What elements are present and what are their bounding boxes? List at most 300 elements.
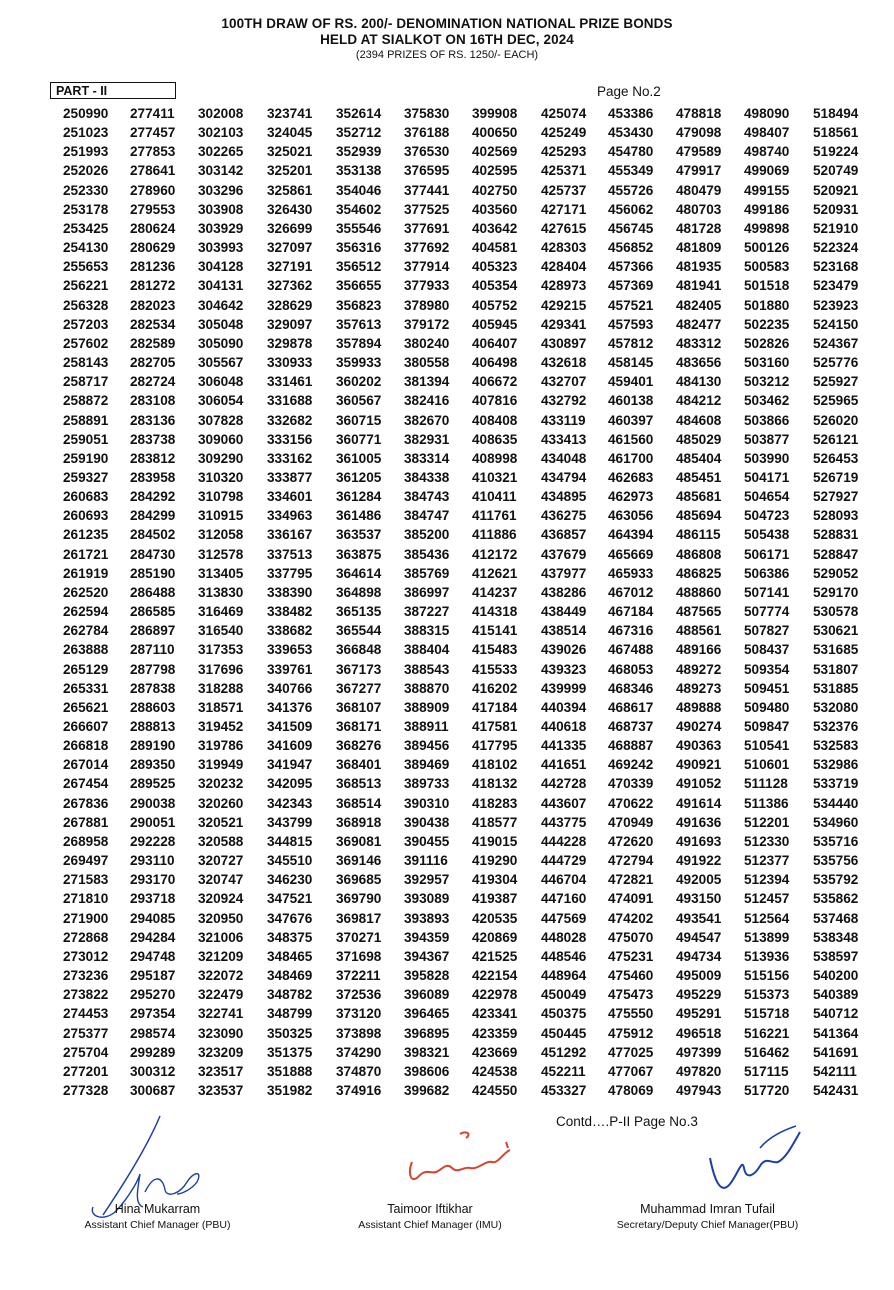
prize-bond-number: 331688 — [267, 393, 313, 409]
prize-bond-number: 289190 — [130, 738, 176, 754]
signatory-1-title: Assistant Chief Manager (PBU) — [84, 1219, 231, 1231]
prize-bond-number: 373120 — [336, 1006, 382, 1022]
prize-bond-number: 439323 — [541, 661, 587, 677]
table-row — [0, 815, 894, 834]
table-row — [0, 508, 894, 527]
prize-bond-number: 472794 — [608, 853, 654, 869]
prize-bond-number: 528831 — [813, 527, 859, 543]
prize-bond-number: 356823 — [336, 297, 382, 313]
prize-bond-number: 396895 — [404, 1025, 450, 1041]
prize-bond-number: 268958 — [63, 833, 109, 849]
prize-bond-number: 475070 — [608, 929, 654, 945]
prize-bond-number: 499069 — [744, 163, 790, 179]
prize-bond-number: 277201 — [63, 1063, 109, 1079]
prize-bond-number: 497399 — [676, 1044, 722, 1060]
table-row — [0, 183, 894, 202]
prize-bond-number: 510601 — [744, 757, 790, 773]
prize-bond-number: 434895 — [541, 489, 587, 505]
prize-bond-number: 339653 — [267, 642, 313, 658]
prize-bond-number: 437977 — [541, 565, 587, 581]
prize-bond-number: 261235 — [63, 527, 109, 543]
prize-bond-number: 422978 — [472, 987, 518, 1003]
table-row — [0, 298, 894, 317]
prize-bond-number: 287798 — [130, 661, 176, 677]
prize-bond-number: 502826 — [744, 335, 790, 351]
prize-bond-number: 303993 — [198, 240, 244, 256]
table-row — [0, 336, 894, 355]
prize-bond-number: 325201 — [267, 163, 313, 179]
prize-bond-number: 320950 — [198, 910, 244, 926]
prize-bond-number: 457812 — [608, 335, 654, 351]
prize-bond-number: 377525 — [404, 201, 450, 217]
prize-bond-number: 482477 — [676, 316, 722, 332]
table-row — [0, 202, 894, 221]
prize-bond-number: 425249 — [541, 125, 587, 141]
prize-bond-number: 384747 — [404, 508, 450, 524]
prize-bond-number: 456745 — [608, 220, 654, 236]
prize-bond-number: 304128 — [198, 259, 244, 275]
prize-bond-number: 405323 — [472, 259, 518, 275]
table-row — [0, 719, 894, 738]
prize-number-table — [0, 106, 894, 1102]
prize-bond-number: 442728 — [541, 776, 587, 792]
prize-bond-number: 319452 — [198, 719, 244, 734]
signature-3-image — [700, 1118, 820, 1203]
prize-bond-number: 428973 — [541, 278, 587, 294]
prize-bond-number: 250990 — [63, 106, 109, 121]
table-row — [0, 1026, 894, 1045]
prize-bond-number: 398606 — [404, 1063, 450, 1079]
prize-bond-number: 479589 — [676, 144, 722, 160]
table-row — [0, 796, 894, 815]
prize-bond-number: 288603 — [130, 699, 176, 715]
prize-bond-number: 418577 — [472, 814, 518, 830]
table-row — [0, 240, 894, 259]
prize-bond-number: 487565 — [676, 604, 722, 620]
prize-bond-number: 468617 — [608, 699, 654, 715]
prize-bond-number: 485404 — [676, 450, 722, 466]
prize-bond-number: 406672 — [472, 374, 518, 390]
prize-bond-number: 434794 — [541, 469, 587, 485]
prize-bond-number: 498407 — [744, 125, 790, 141]
prize-bond-number: 369146 — [336, 853, 382, 869]
prize-bond-number: 329878 — [267, 335, 313, 351]
prize-bond-number: 371698 — [336, 948, 382, 964]
prize-bond-number: 306054 — [198, 393, 244, 409]
prize-bond-number: 340766 — [267, 680, 313, 696]
prize-bond-number: 372211 — [336, 968, 381, 984]
prize-bond-number: 429215 — [541, 297, 587, 313]
prize-bond-number: 323741 — [267, 106, 313, 121]
prize-bond-number: 522324 — [813, 240, 859, 256]
prize-bond-number: 517720 — [744, 1082, 790, 1098]
prize-bond-number: 437679 — [541, 546, 587, 562]
prize-bond-number: 361205 — [336, 469, 382, 485]
prize-bond-number: 511128 — [744, 776, 788, 792]
table-row — [0, 930, 894, 949]
prize-bond-number: 265621 — [63, 699, 109, 715]
table-row — [0, 891, 894, 910]
prize-bond-number: 526719 — [813, 469, 859, 485]
prize-bond-number: 369817 — [336, 910, 382, 926]
prize-bond-number: 493541 — [676, 910, 722, 926]
prize-bond-number: 297354 — [130, 1006, 176, 1022]
prize-bond-number: 252330 — [63, 182, 109, 198]
prize-bond-number: 408635 — [472, 431, 518, 447]
prize-bond-number: 345510 — [267, 853, 313, 869]
prize-bond-number: 319786 — [198, 738, 244, 754]
prize-bond-number: 391116 — [404, 853, 448, 869]
prize-bond-number: 364614 — [336, 565, 382, 581]
prize-bond-number: 304642 — [198, 297, 244, 313]
prize-bond-number: 529052 — [813, 565, 859, 581]
signatory-1 — [45, 1200, 270, 1233]
prize-bond-number: 378980 — [404, 297, 450, 313]
prize-bond-number: 265129 — [63, 661, 109, 677]
prize-bond-number: 507827 — [744, 623, 790, 639]
prize-bond-number: 381394 — [404, 374, 450, 390]
prize-bond-number: 259051 — [63, 431, 109, 447]
prize-bond-number: 485451 — [676, 469, 722, 485]
prize-bond-number: 396465 — [404, 1006, 450, 1022]
prize-bond-number: 542111 — [813, 1063, 857, 1079]
table-row — [0, 834, 894, 853]
table-row — [0, 642, 894, 661]
continued-note: Contd….P-II Page No.3 — [556, 1114, 698, 1129]
prize-bond-number: 367173 — [336, 661, 382, 677]
prize-bond-number: 343799 — [267, 814, 313, 830]
prize-bond-number: 509354 — [744, 661, 790, 677]
prize-bond-number: 320727 — [198, 853, 244, 869]
prize-bond-number: 364898 — [336, 584, 382, 600]
prize-bond-number: 448546 — [541, 948, 587, 964]
prize-bond-number: 389733 — [404, 776, 450, 792]
prize-bond-number: 366848 — [336, 642, 382, 658]
prize-bond-number: 460138 — [608, 393, 654, 409]
prize-bond-number: 515718 — [744, 1006, 790, 1022]
prize-bond-number: 540389 — [813, 987, 859, 1003]
prize-bond-number: 515156 — [744, 968, 790, 984]
prize-bond-number: 517115 — [744, 1063, 789, 1079]
prize-bond-number: 495291 — [676, 1006, 722, 1022]
prize-bond-number: 277853 — [130, 144, 176, 160]
prize-bond-number: 447160 — [541, 891, 587, 907]
prize-bond-number: 288813 — [130, 719, 176, 734]
document-header — [0, 16, 894, 62]
prize-bond-number: 403560 — [472, 201, 518, 217]
prize-bond-number: 376188 — [404, 125, 450, 141]
prize-bond-number: 488561 — [676, 623, 722, 639]
prize-bond-number: 310320 — [198, 469, 244, 485]
prize-bond-number: 406407 — [472, 335, 518, 351]
prize-bond-number: 481728 — [676, 220, 722, 236]
prize-bond-number: 277457 — [130, 125, 176, 141]
prize-bond-number: 252026 — [63, 163, 109, 179]
prize-bond-number: 271583 — [63, 872, 109, 888]
prize-bond-number: 318288 — [198, 680, 244, 696]
prize-bond-number: 283738 — [130, 431, 176, 447]
prize-bond-number: 281272 — [130, 278, 176, 294]
prize-bond-number: 332682 — [267, 412, 313, 428]
table-row — [0, 987, 894, 1006]
prize-bond-number: 257602 — [63, 335, 109, 351]
prize-bond-number: 383314 — [404, 450, 450, 466]
signatory-1-name: Hina Mukarram — [114, 1202, 201, 1216]
prize-bond-number: 286897 — [130, 623, 176, 639]
prize-bond-number: 425737 — [541, 182, 587, 198]
prize-bond-number: 323517 — [198, 1063, 244, 1079]
prize-bond-number: 475231 — [608, 948, 654, 964]
prize-bond-number: 490363 — [676, 738, 722, 754]
prize-bond-number: 429341 — [541, 316, 587, 332]
prize-bond-number: 457593 — [608, 316, 654, 332]
prize-bond-number: 533719 — [813, 776, 859, 792]
prize-bond-number: 395828 — [404, 968, 450, 984]
table-row — [0, 700, 894, 719]
prize-bond-number: 411761 — [472, 508, 517, 524]
prize-bond-number: 532583 — [813, 738, 859, 754]
prize-bond-number: 262784 — [63, 623, 109, 639]
prize-bond-number: 330933 — [267, 355, 313, 371]
prize-bond-number: 520749 — [813, 163, 859, 179]
prize-bond-number: 436857 — [541, 527, 587, 543]
prize-bond-number: 284292 — [130, 489, 176, 505]
prize-bond-number: 379172 — [404, 316, 450, 332]
prize-bond-number: 324045 — [267, 125, 313, 141]
prize-bond-number: 321209 — [198, 948, 244, 964]
prize-bond-number: 443775 — [541, 814, 587, 830]
prize-bond-number: 450049 — [541, 987, 587, 1003]
prize-bond-number: 512330 — [744, 833, 790, 849]
prize-bond-number: 380240 — [404, 335, 450, 351]
table-row — [0, 125, 894, 144]
prize-bond-number: 433119 — [541, 412, 586, 428]
prize-bond-number: 475550 — [608, 1006, 654, 1022]
prize-bond-number: 418132 — [472, 776, 518, 792]
prize-bond-number: 319949 — [198, 757, 244, 773]
prize-bond-number: 402750 — [472, 182, 518, 198]
prize-bond-number: 294284 — [130, 929, 176, 945]
prize-bond-number: 509847 — [744, 719, 790, 734]
table-row — [0, 681, 894, 700]
table-row — [0, 374, 894, 393]
prize-bond-number: 432618 — [541, 355, 587, 371]
prize-bond-number: 282589 — [130, 335, 176, 351]
prize-bond-number: 459401 — [608, 374, 654, 390]
prize-bond-number: 450445 — [541, 1025, 587, 1041]
prize-bond-number: 486808 — [676, 546, 722, 562]
prize-bond-number: 407816 — [472, 393, 518, 409]
prize-bond-number: 302008 — [198, 106, 244, 121]
prize-bond-number: 503866 — [744, 412, 790, 428]
prize-bond-number: 428404 — [541, 259, 587, 275]
prize-bond-number: 541364 — [813, 1025, 859, 1041]
prize-bond-number: 479917 — [676, 163, 722, 179]
prize-bond-number: 508437 — [744, 642, 790, 658]
prize-bond-number: 439026 — [541, 642, 587, 658]
prize-bond-number: 260693 — [63, 508, 109, 524]
prize-bond-number: 326430 — [267, 201, 313, 217]
prize-bond-number: 386997 — [404, 584, 450, 600]
prize-bond-number: 267014 — [63, 757, 109, 773]
prize-bond-number: 477067 — [608, 1063, 654, 1079]
prize-bond-number: 377691 — [404, 220, 450, 236]
prize-bond-number: 278641 — [130, 163, 176, 179]
prize-bond-number: 259327 — [63, 469, 109, 485]
prize-bond-number: 361486 — [336, 508, 382, 524]
prize-bond-number: 269497 — [63, 853, 109, 869]
prize-bond-number: 527927 — [813, 489, 859, 505]
prize-bond-number: 361284 — [336, 489, 382, 505]
prize-bond-number: 348375 — [267, 929, 313, 945]
prize-bond-number: 257203 — [63, 316, 109, 332]
prize-bond-number: 295270 — [130, 987, 176, 1003]
prize-bond-number: 537468 — [813, 910, 859, 926]
prize-bond-number: 280624 — [130, 220, 176, 236]
prize-bond-number: 447569 — [541, 910, 587, 926]
prize-bond-number: 396089 — [404, 987, 450, 1003]
prize-bond-number: 531685 — [813, 642, 859, 658]
prize-bond-number: 393089 — [404, 891, 450, 907]
prize-bond-number: 325861 — [267, 182, 313, 198]
prize-bond-number: 292228 — [130, 833, 176, 849]
prize-bond-number: 283136 — [130, 412, 176, 428]
prize-bond-number: 294748 — [130, 948, 176, 964]
prize-bond-number: 331461 — [267, 374, 313, 390]
prize-bond-number: 384743 — [404, 489, 450, 505]
prize-bond-number: 348782 — [267, 987, 313, 1003]
prize-bond-number: 503462 — [744, 393, 790, 409]
prize-bond-number: 538597 — [813, 948, 859, 964]
prize-bond-number: 412621 — [472, 565, 518, 581]
prize-bond-number: 468346 — [608, 680, 654, 696]
prize-bond-number: 363875 — [336, 546, 382, 562]
prize-bond-number: 286488 — [130, 584, 176, 600]
prize-bond-number: 258872 — [63, 393, 109, 409]
prize-bond-number: 303908 — [198, 201, 244, 217]
prize-bond-number: 282534 — [130, 316, 176, 332]
prize-bond-number: 535862 — [813, 891, 859, 907]
prize-bond-number: 484130 — [676, 374, 722, 390]
prize-bond-number: 274453 — [63, 1006, 109, 1022]
prize-bond-number: 267836 — [63, 795, 109, 811]
prize-bond-number: 515373 — [744, 987, 790, 1003]
prize-bond-number: 282705 — [130, 355, 176, 371]
prize-bond-number: 318571 — [198, 699, 244, 715]
prize-bond-number: 258143 — [63, 355, 109, 371]
prize-bond-number: 275377 — [63, 1025, 109, 1041]
prize-bond-number: 412172 — [472, 546, 518, 562]
prize-bond-number: 303296 — [198, 182, 244, 198]
prize-bond-number: 322741 — [198, 1006, 244, 1022]
prize-bond-number: 411886 — [472, 527, 517, 543]
prize-bond-number: 327191 — [267, 259, 313, 275]
prize-bond-number: 388315 — [404, 623, 450, 639]
prize-bond-number: 478069 — [608, 1082, 654, 1098]
prize-bond-number: 305090 — [198, 335, 244, 351]
prize-bond-number: 468887 — [608, 738, 654, 754]
prize-bond-number: 518494 — [813, 106, 859, 121]
prize-bond-number: 535716 — [813, 833, 859, 849]
prize-bond-number: 461560 — [608, 431, 654, 447]
prize-bond-number: 490921 — [676, 757, 722, 773]
table-row — [0, 1045, 894, 1064]
prize-bond-number: 404581 — [472, 240, 518, 256]
prize-bond-number: 405945 — [472, 316, 518, 332]
prize-bond-number: 531807 — [813, 661, 859, 677]
prize-bond-number: 282724 — [130, 374, 176, 390]
prize-bond-number: 461700 — [608, 450, 654, 466]
prize-bond-number: 452211 — [541, 1063, 586, 1079]
prize-bond-number: 348799 — [267, 1006, 313, 1022]
prize-bond-number: 382416 — [404, 393, 450, 409]
prize-bond-number: 284299 — [130, 508, 176, 524]
prize-bond-number: 448028 — [541, 929, 587, 945]
prize-bond-number: 287838 — [130, 680, 176, 696]
prize-bond-number: 467012 — [608, 584, 654, 600]
prize-bond-number: 271900 — [63, 910, 109, 926]
prize-bond-number: 506386 — [744, 565, 790, 581]
prize-bond-number: 368171 — [336, 719, 382, 734]
prize-bond-number: 342095 — [267, 776, 313, 792]
prize-bond-number: 485694 — [676, 508, 722, 524]
prize-bond-number: 312058 — [198, 527, 244, 543]
prize-bond-number: 303142 — [198, 163, 244, 179]
prize-bond-number: 523479 — [813, 278, 859, 294]
prize-bond-number: 462973 — [608, 489, 654, 505]
prize-bond-number: 472620 — [608, 833, 654, 849]
prize-bond-number: 524150 — [813, 316, 859, 332]
prize-bond-number: 317353 — [198, 642, 244, 658]
prize-bond-number: 369685 — [336, 872, 382, 888]
prize-bond-number: 489272 — [676, 661, 722, 677]
table-row — [0, 585, 894, 604]
prize-bond-number: 377914 — [404, 259, 450, 275]
prize-bond-number: 368918 — [336, 814, 382, 830]
table-row — [0, 566, 894, 585]
prize-bond-number: 394367 — [404, 948, 450, 964]
prize-bond-number: 341947 — [267, 757, 313, 773]
prize-bond-number: 377692 — [404, 240, 450, 256]
prize-bond-number: 339761 — [267, 661, 313, 677]
prize-bond-number: 251993 — [63, 144, 109, 160]
prize-bond-number: 525776 — [813, 355, 859, 371]
prize-bond-number: 526020 — [813, 412, 859, 428]
prize-bond-number: 394359 — [404, 929, 450, 945]
prize-bond-number: 320232 — [198, 776, 244, 792]
prize-bond-number: 282023 — [130, 297, 176, 313]
prize-bond-number: 499155 — [744, 182, 790, 198]
prize-bond-number: 448964 — [541, 968, 587, 984]
prize-bond-number: 326699 — [267, 220, 313, 236]
prize-bond-number: 423341 — [472, 1006, 518, 1022]
table-row — [0, 968, 894, 987]
table-row — [0, 317, 894, 336]
prize-bond-number: 320588 — [198, 833, 244, 849]
prize-bond-number: 351375 — [267, 1044, 313, 1060]
prize-bond-number: 348469 — [267, 968, 313, 984]
prize-bond-number: 263888 — [63, 642, 109, 658]
prize-bond-number: 285190 — [130, 565, 176, 581]
prize-bond-number: 347676 — [267, 910, 313, 926]
table-row — [0, 144, 894, 163]
prize-bond-number: 385200 — [404, 527, 450, 543]
prize-bond-number: 374916 — [336, 1082, 382, 1098]
prize-bond-number: 485029 — [676, 431, 722, 447]
prize-bond-number: 420869 — [472, 929, 518, 945]
prize-bond-number: 481935 — [676, 259, 722, 275]
prize-bond-number: 414318 — [472, 604, 518, 620]
